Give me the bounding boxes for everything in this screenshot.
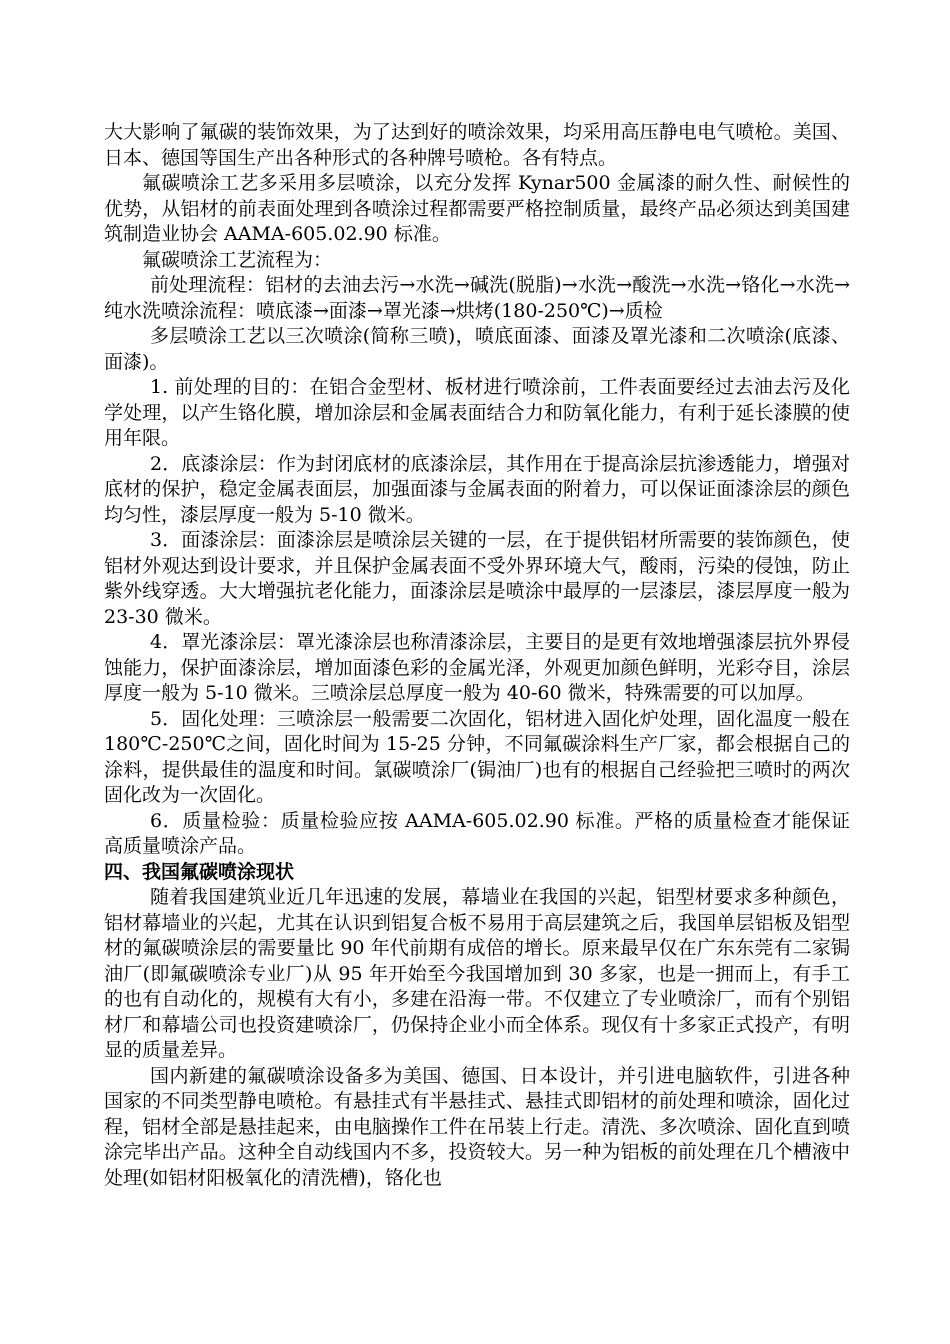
paragraph-clearcoat: 4．罩光漆涂层：罩光漆涂层也称清漆涂层，主要目的是更有效地增强漆层抗外界侵蚀能力，保护面漆涂层，增加面漆色彩的金属光泽，外观更加颜色鲜明，光彩夺目，涂层厚度一般为 5-10 微米。三喷涂层总厚度一般为 40-60 微米，特殊需要的可以加厚。	[104, 631, 850, 704]
paragraph-primer: 2．底漆涂层：作为封闭底材的底漆涂层，其作用在于提高涂层抗渗透能力，增强对底材的保护，稳定金属表面层，加强面漆与金属表面的附着力，可以保证面漆涂层的颜色均匀性，漆层厚度一般为 5-10 微米。	[104, 452, 850, 526]
paragraph-process-intro: 氟碳喷涂工艺流程为：	[142, 248, 333, 271]
paragraph-pretreatment: 1. 前处理的目的：在铝合金型材、板材进行喷涂前，工件表面要经过去油去污及化学处理，以产生铬化膜，增加涂层和金属表面结合力和防氧化能力，有利于延长漆膜的使用年限。	[104, 376, 850, 449]
paragraph-three-coat: 多层喷涂工艺以三次喷涂(简称三喷)，喷底面漆、面漆及罩光漆和二次喷涂(底漆、面漆)。	[104, 325, 850, 373]
paragraph-equipment: 国内新建的氟碳喷涂设备多为美国、德国、日本设计，并引进电脑软件，引进各种国家的不同类型静电喷枪。有悬挂式有半悬挂式、悬挂式即铝材的前处理和喷涂，固化过程，铝材全部是悬挂起来，由电脑操作工件在吊装上行走。清洗、多次喷涂、固化直到喷涂完毕出产品。这种全自动线国内不多，投资较大。另一种为铝板的前处理在几个槽液中处理(如铝材阳极氧化的清洗槽)，铬化也	[104, 1064, 850, 1189]
document-body	[104, 120, 850, 1191]
paragraph-quality: 6．质量检验：质量检验应按 AAMA-605.02.90 标准。严格的质量检查才能保证高质量喷涂产品。	[104, 809, 850, 857]
paragraph-process-flow: 前处理流程：铝材的去油去污→水洗→碱洗(脱脂)→水洗→酸洗→水洗→铬化→水洗→纯水洗喷涂流程：喷底漆→面漆→罩光漆→烘烤(180-250℃)→质检	[104, 274, 850, 322]
paragraph-curing: 5．固化处理：三喷涂层一般需要二次固化，铝材进入固化炉处理，固化温度一般在 180℃-250℃之间，固化时间为 15-25 分钟，不同氟碳涂料生产厂家，都会根据自己的涂料，提供最佳的温度和时间。氯碳喷涂厂(锔油厂)也有的根据自己经验把三喷时的两次固化改为一次固化。	[104, 707, 850, 806]
paragraph-multilayer: 氟碳喷涂工艺多采用多层喷涂，以充分发挥 Kynar500 金属漆的耐久性、耐候性的优势，从铝材的前表面处理到各喷涂过程都需要严格控制质量，最终产品必须达到美国建筑制造业协会 AAMA-605.02.90 标准。	[104, 172, 850, 245]
paragraph-spray-gun: 大大影响了氟碳的装饰效果，为了达到好的喷涂效果，均采用高压静电电气喷枪。美国、日本、德国等国生产出各种形式的各种牌号喷枪。各有特点。	[104, 121, 850, 169]
paragraph-status: 随着我国建筑业近几年迅速的发展，幕墙业在我国的兴起，铝型材要求多种颜色，铝材幕墙业的兴起，尤其在认识到铝复合板不易用于高层建筑之后，我国单层铝板及铝型材的氟碳喷涂层的需要量比 90 年代前期有成倍的增长。原来最早仅在广东东莞有二家锔油厂(即氟碳喷涂专业厂)从 95 年开始至今我国增加到 30 多家，也是一拥而上，有手工的也有自动化的，规模有大有小，多建在沿海一带。不仅建立了专业喷涂厂，而有个别铝材厂和幕墙公司也投资建喷涂厂，仍保持企业小而全体系。现仅有十多家正式投产，有明显的质量差异。	[104, 886, 850, 1061]
section-heading: 四、我国氟碳喷涂现状	[104, 860, 295, 883]
paragraph-topcoat: 3．面漆涂层：面漆涂层是喷涂层关键的一层，在于提供铝材所需要的装饰颜色，使铝材外观达到设计要求，并且保护金属表面不受外界环境大气，酸雨，污染的侵蚀，防止紫外线穿透。大大增强抗老化能力，面漆涂层是喷涂中最厚的一层漆层，漆层厚度一般为 23-30 微米。	[104, 529, 850, 628]
